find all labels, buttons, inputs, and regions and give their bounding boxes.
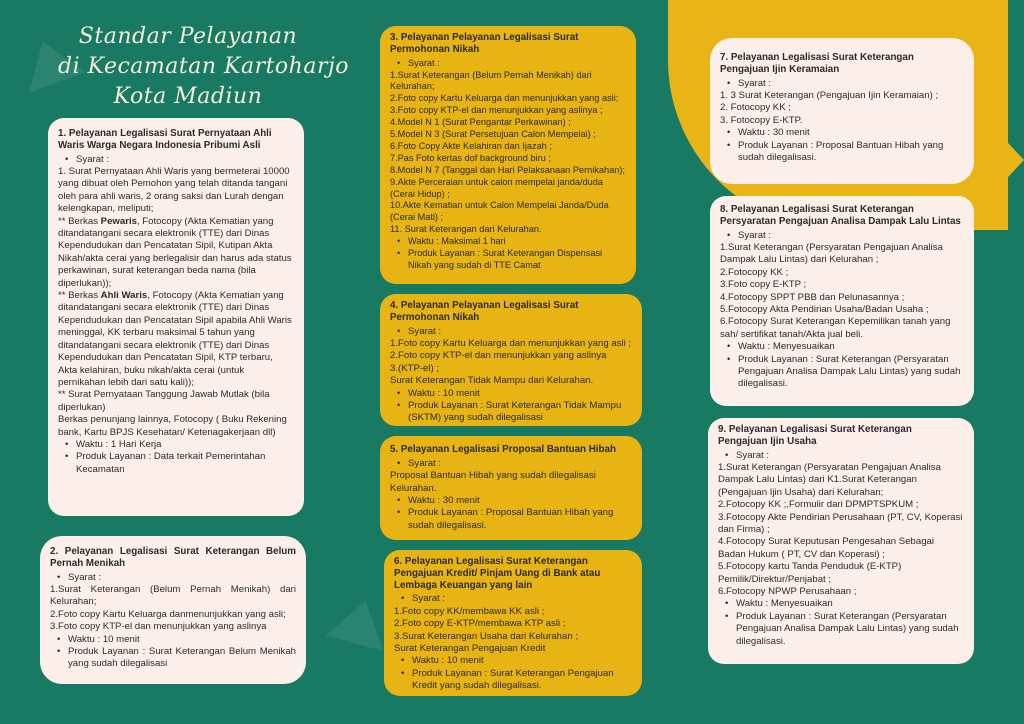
requirement-item: 2. Fotocopy KK ; xyxy=(720,102,791,114)
card-title: 5. Pelayanan Legalisasi Proposal Bantuan Hibah xyxy=(390,444,616,455)
syarat-label: • Syarat : xyxy=(390,326,632,338)
card-title: 6. Pelayanan Legalisasi Surat Keterangan Pengajuan Kredit/ Pinjam Uang di Bank atau Lembaga Keuangan yang lain xyxy=(394,556,601,591)
service-card-6 xyxy=(384,550,642,696)
syarat-label: • Syarat : xyxy=(390,58,626,70)
requirement-item: 3.Surat Keterangan Usaha dari Kelurahan ; xyxy=(394,630,579,642)
service-card-2 xyxy=(40,536,306,684)
requirement-item: 1.Surat Keterangan (Persyaratan Pengajuan Analisa Dampak Lalu Lintas) dari Kelurahan ; xyxy=(720,242,943,266)
requirement-item: 2.Foto copy Kartu Keluarga danmenunjukkan yang asli; xyxy=(50,608,286,620)
requirement-item: 5.Model N 3 (Surat Persetujuan Calon Mempelai) ; xyxy=(390,129,596,140)
requirement-item: 9.Akte Perceraian untuk calon mempelai janda/duda (Cerai Hidup) ; xyxy=(390,176,603,199)
requirement-item: 4.Model N 1 (Surat Pengantar Perkawinan) ; xyxy=(390,117,571,128)
requirement-item: 2.Fotocopy KK ;,Formulir dari DPMPTSPKUM ; xyxy=(718,499,919,511)
requirement-item: 5.Fotocopy Akta Pendirian Usaha/Badan Usaha ; xyxy=(720,304,929,316)
waktu-text: • Waktu : 10 menit xyxy=(390,388,632,400)
requirement-text: ** Berkas Ahli Waris, Fotocopy (Akta Kematian yang ditandatangani secara elektronik (TTE) dari Dinas Kependudukan dan Pencatatan Sipil apabila Ahli Waris meninggal, KK terbaru maksimal 5 tahun yang ditandatangani secara elektronik (TTE) dari Dinas Kependudukan dan Pencatatan Sipil, KTP terbaru, Akta kelahiran, buku nikah/akta cerai (untuk pernikahan lebih dari satu kali)); xyxy=(58,290,292,388)
requirement-item: 3.Foto copy KTP-el dan menunjukkan yang aslinya ; xyxy=(390,105,603,116)
card-title: 3. Pelayanan Pelayanan Legalisasi Surat Permohonan Nikah xyxy=(390,32,579,55)
requirement-item: 4.Fotocopy SPPT PBB dan Pelunasannya ; xyxy=(720,291,905,303)
produk-text: • Produk Layanan : Proposal Bantuan Hibah yang sudah dilegalisasi. xyxy=(390,507,632,532)
card-title: 7. Pelayanan Legalisasi Surat Keterangan Pengajuan Ijin Keramaian xyxy=(720,52,914,75)
requirement-item: 6.Fotocopy NPWP Perusahaan ; xyxy=(718,586,857,598)
title-line-2: di Kecamatan Kartoharjo xyxy=(58,54,350,79)
requirement-item: 1.Surat Keterangan (Persyaratan Pengajuan Analisa Dampak Lalu Lintas) dari K1.Surat Keterangan (Pengajuan Ijin Usaha) dari Kelurahan; xyxy=(718,462,941,498)
requirement-item: 2.Foto copy E-KTP/membawa KTP asli ; xyxy=(394,618,566,630)
requirement-item: Surat Keterangan Tidak Mampu dari Kelurahan. xyxy=(390,375,594,387)
card-title: 2. Pelayanan Legalisasi Surat Keterangan Belum Pernah Menikah xyxy=(50,546,296,569)
requirement-item: 3.(KTP-el) ; xyxy=(390,362,440,374)
service-card-4 xyxy=(380,294,642,426)
waktu-text: • Waktu : 10 menit xyxy=(50,634,296,646)
syarat-label: • Syarat : xyxy=(720,78,964,90)
produk-text: • Produk Layanan : Surat Keterangan Dispensasi Nikah yang sudah di TTE Camat xyxy=(390,248,626,272)
service-card-9 xyxy=(708,418,974,664)
requirement-item: 3. Fotocopy E-KTP. xyxy=(720,114,803,126)
waktu-text: • Waktu : 30 menit xyxy=(390,495,632,507)
requirement-item: 4.Fotocopy Surat Keputusan Pengesahan Sebagai Badan Hukum ( PT, CV dan Koperasi) ; xyxy=(718,536,935,560)
syarat-label: • Syarat : xyxy=(390,458,632,470)
service-card-3 xyxy=(380,26,636,284)
requirement-text: Berkas penunjang lainnya, Fotocopy ( Buku Rekening bank, Kartu BPJS Kesehatan/ Ketenagakerjaan dll) xyxy=(58,414,287,438)
requirement-item: 1. 3 Surat Keterangan (Pengajuan Ijin Keramaian) ; xyxy=(720,90,939,101)
requirement-item: 3.Foto copy KTP-el dan menunjukkan yang aslinya xyxy=(50,621,267,633)
requirement-item: 1.Surat Keterangan (Belum Pernah Menikah) dari Kelurahan; xyxy=(390,69,592,92)
requirement-item: 2.Foto copy Kartu Keluarga dan menunjukkan yang asli; xyxy=(390,93,619,104)
produk-text: • Produk Layanan : Surat Keterangan Tidak Mampu (SKTM) yang sudah dilegalisasi xyxy=(390,400,632,425)
waktu-text: • Waktu : 10 menit xyxy=(394,655,632,667)
waktu-text: • Waktu : Menyesuaikan xyxy=(720,341,964,353)
waktu-text: • Waktu : 1 Hari Kerja xyxy=(58,439,294,451)
service-card-1 xyxy=(48,118,304,516)
requirement-item: 8.Model N 7 (Tanggal dan Hari Pelaksanaan Pernikahan); xyxy=(390,164,625,175)
title-line-3: Kota Madiun xyxy=(113,84,263,109)
requirement-item: 3.Foto copy E-KTP ; xyxy=(720,279,807,291)
requirement-item: 10.Akte Kematian untuk Calon Mempelai Janda/Duda (Cerai Mati) ; xyxy=(390,200,609,223)
syarat-label: • Syarat : xyxy=(394,593,632,605)
card-title: 1. Pelayanan Legalisasi Surat Pernyataan Ahli Waris Warga Negara Indonesia Pribumi Asli xyxy=(58,128,272,151)
syarat-label: • Syarat : xyxy=(58,154,294,166)
requirement-item: 7.Pas Foto kertas dof background biru ; xyxy=(390,152,551,163)
card-title: 8. Pelayanan Legalisasi Surat Keterangan Persyaratan Pengajuan Analisa Dampak Lalu Lintas xyxy=(720,204,961,227)
requirement-item: 6.Foto Copy Akte Kelahiran dan Ijazah ; xyxy=(390,140,552,151)
service-card-5 xyxy=(380,436,642,540)
produk-text: • Produk Layanan : Proposal Bantuan Hibah yang sudah dilegalisasi. xyxy=(720,140,964,165)
produk-text: • Produk Layanan : Surat Keterangan Pengajuan Kredit yang sudah dilegalisasi. xyxy=(394,668,632,693)
waktu-text: • Waktu : 30 menit xyxy=(720,127,964,139)
title-line-1: Standar Pelayanan xyxy=(78,24,298,49)
requirement-item: 2.Fotocopy KK ; xyxy=(720,266,789,278)
requirement-item: 11. Surat Keterangan dari Kelurahan. xyxy=(390,224,542,235)
requirement-item: 3.Fotocopy Akte Pendirian Perusahaan (PT, CV, Koperasi dan Firma) ; xyxy=(718,511,963,536)
requirement-item: Proposal Bantuan Hibah yang sudah dilegalisasi Kelurahan. xyxy=(390,470,596,494)
requirement-item: 2.Foto copy KTP-el dan menunjukkan yang aslinya xyxy=(390,350,607,362)
syarat-label: • Syarat : xyxy=(720,230,964,242)
service-card-7 xyxy=(710,38,974,184)
produk-text: • Produk Layanan : Data terkait Pemerintahan Kecamatan xyxy=(58,451,294,476)
requirement-item: 5.Fotocopy kartu Tanda Penduduk (E-KTP) Pemilik/Direktur/Penjabat ; xyxy=(718,561,902,585)
page-title xyxy=(58,22,350,112)
requirement-item: Surat Keterangan Pengajuan Kredit xyxy=(394,643,546,655)
waktu-text: • Waktu : Menyesuaikan xyxy=(718,598,964,610)
produk-text: • Produk Layanan : Surat Keterangan (Persyaratan Pengajuan Analisa Dampak Lalu Lintas) yang sudah dilegalisasi. xyxy=(718,611,964,648)
waktu-text: • Waktu : Maksimal 1 hari xyxy=(390,236,626,248)
card-title: 9. Pelayanan Legalisasi Surat Keterangan Pengajuan Ijin Usaha xyxy=(718,424,912,447)
requirement-text: 1. Surat Pernyataan Ahli Waris yang bermeterai 10000 yang dibuat oleh Pemohon yang telah ditanda tangani oleh para ahli waris, 2 orang saksi dan Lurah dengan kelengkapan, meliputi; xyxy=(58,166,290,215)
produk-text: • Produk Layanan : Surat Keterangan (Persyaratan Pengajuan Analisa Dampak Lalu Lintas) yang sudah dilegalisasi. xyxy=(720,354,964,391)
requirement-text: ** Berkas Pewaris, Fotocopy (Akta Kematian yang ditandatangani secara elektronik (TTE) dari Dinas Kependudukan dan Pencatatan Sipil, Kutipan Akta Nikah/akta cerai yang berlegalisir dan harus ada status perkawinan, surat keterangan beda nama (bila diperlukan)); xyxy=(58,215,292,289)
syarat-label: • Syarat : xyxy=(50,572,296,584)
produk-text: • Produk Layanan : Surat Keterangan Belum Menikah yang sudah dilegalisasi xyxy=(50,646,296,671)
requirement-item: 1.Foto copy Kartu Keluarga dan menunjukkan yang asli ; xyxy=(390,338,632,349)
syarat-label: • Syarat : xyxy=(718,450,964,462)
card-title: 4. Pelayanan Pelayanan Legalisasi Surat Permohonan Nikah xyxy=(390,300,579,323)
requirement-text: ** Surat Pernyataan Tanggung Jawab Mutlak (bila diperlukan) xyxy=(58,389,270,413)
requirement-item: 1.Surat Keterangan (Belum Pernah Menikah) dari Kelurahan; xyxy=(50,584,296,608)
requirement-item: 6.Fotocopy Surat Keterangan Kepemilikan tanah yang sah/ sertifikat tanah/Akta jual beli. xyxy=(720,316,951,340)
requirement-item: 1.Foto copy KK/membawa KK asli ; xyxy=(394,605,545,617)
service-card-8 xyxy=(710,196,974,406)
